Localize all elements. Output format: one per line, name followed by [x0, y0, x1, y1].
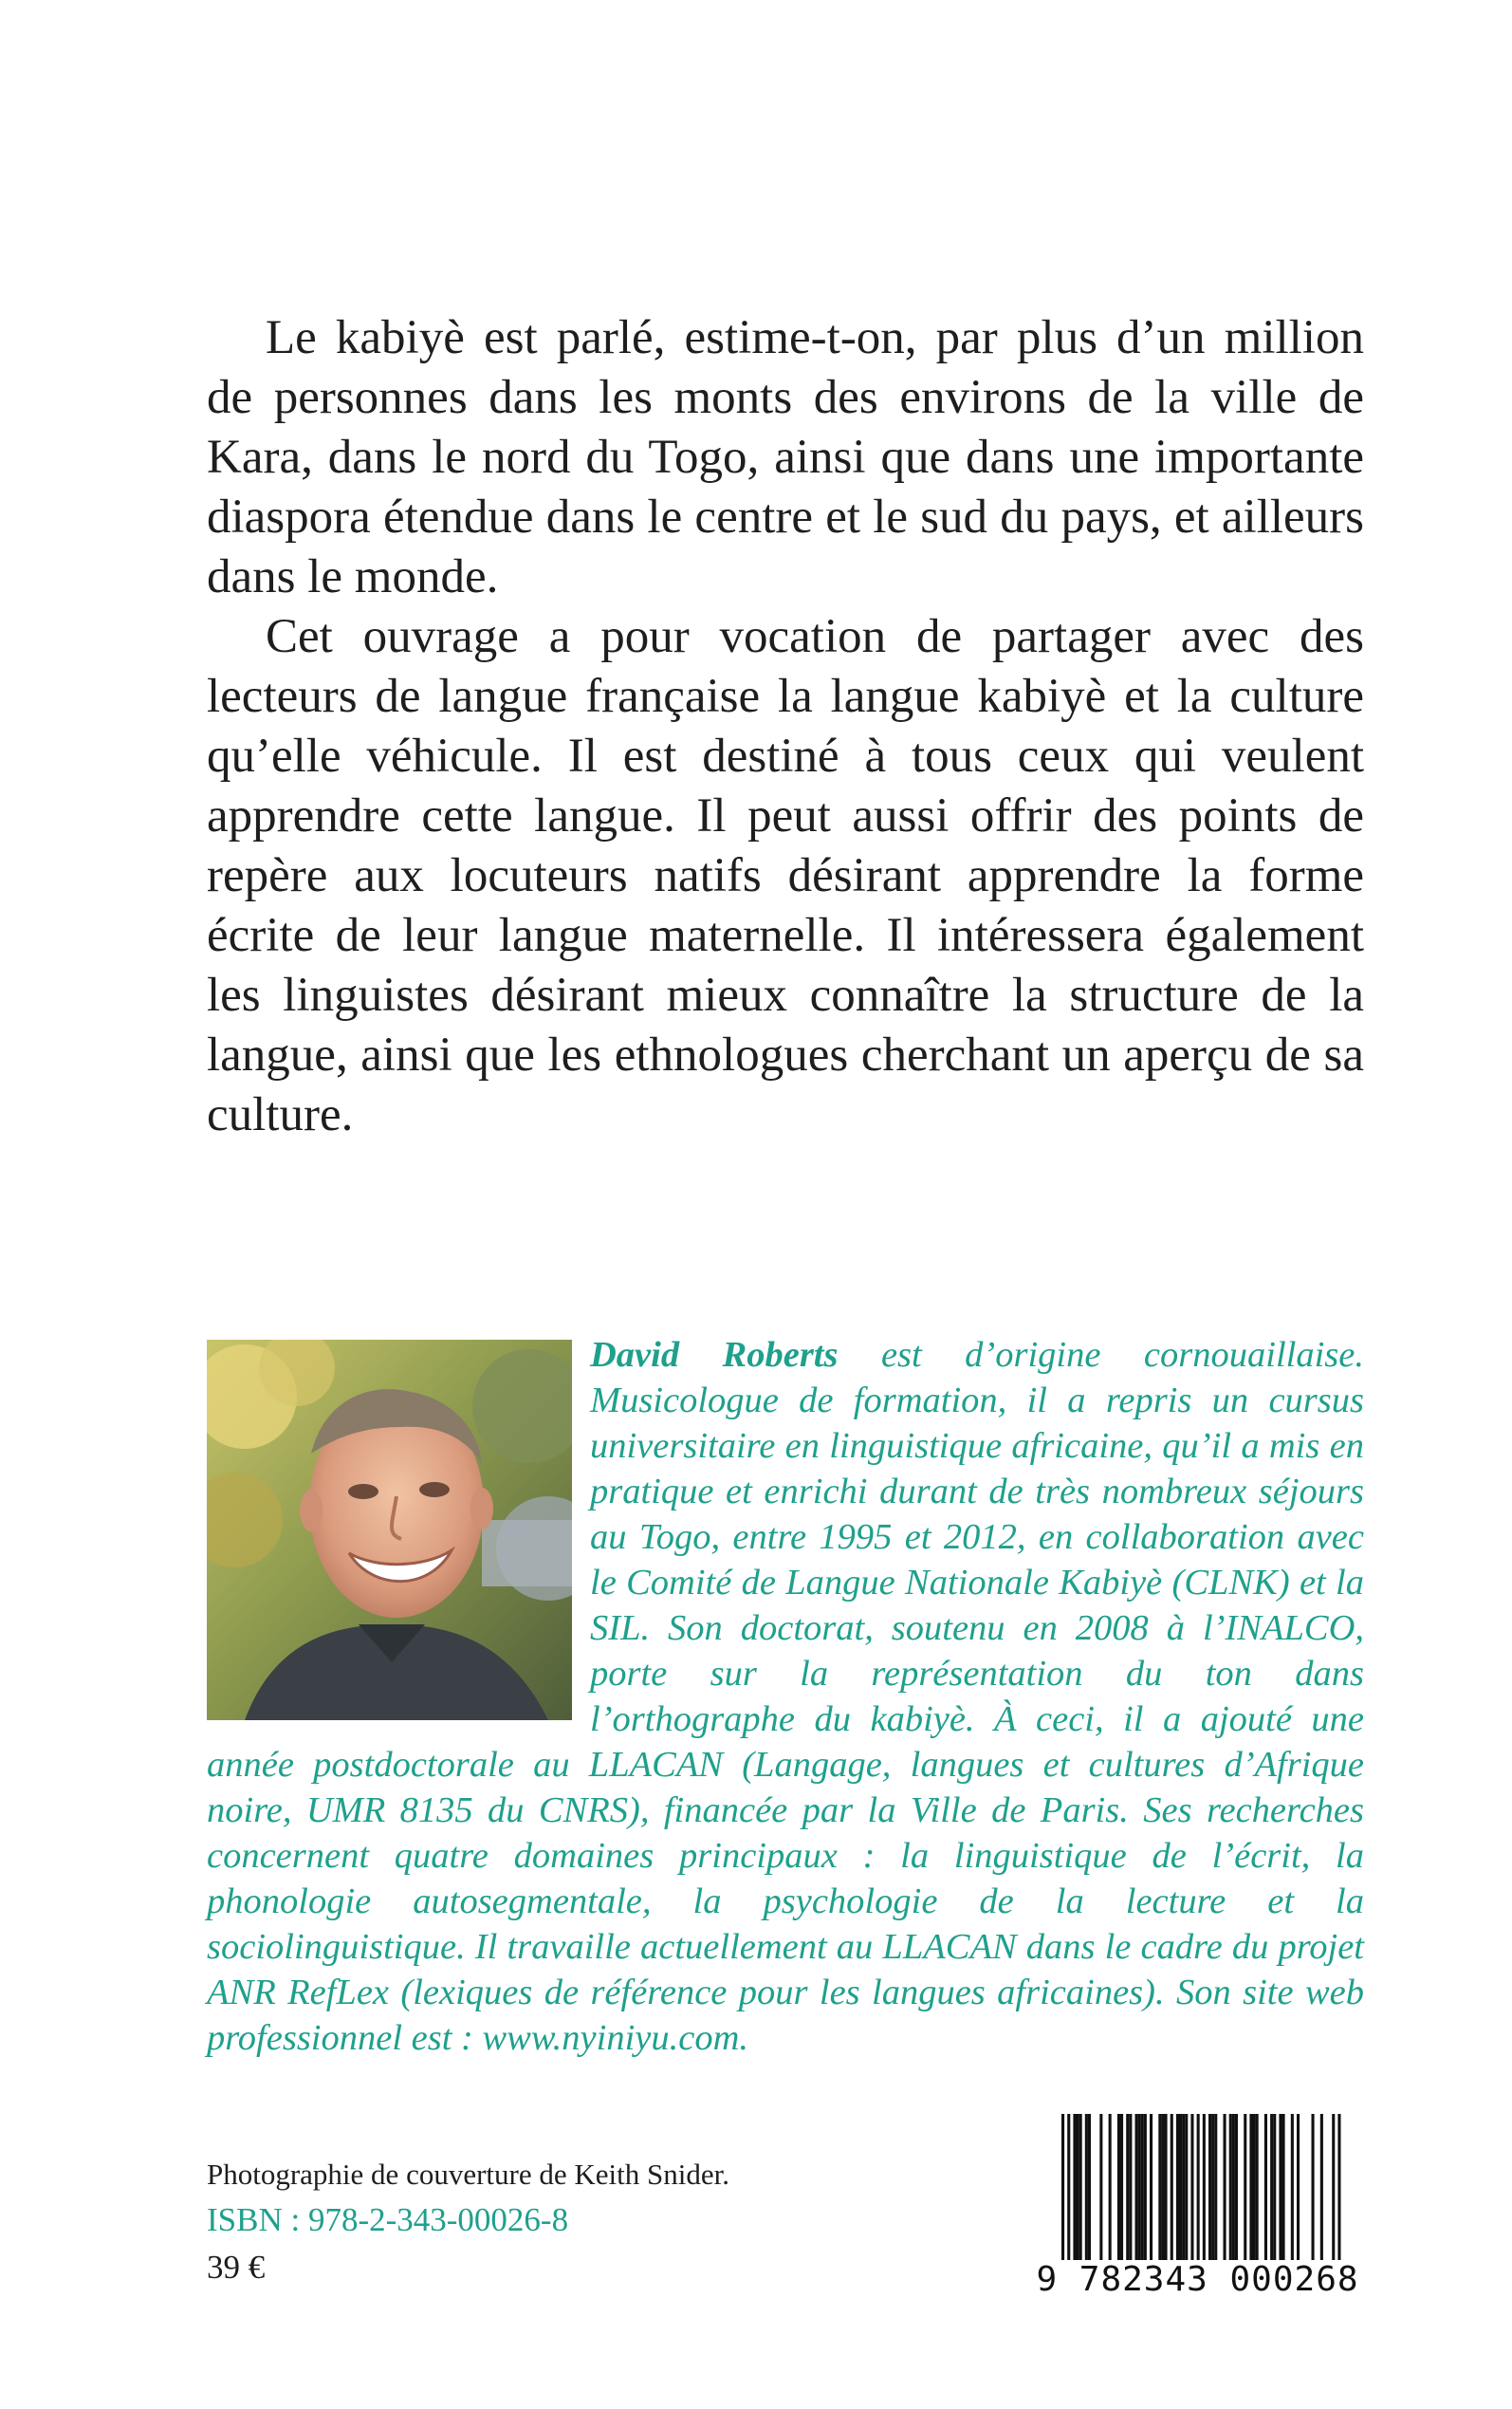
barcode-bar [1135, 2114, 1138, 2262]
barcode-bar [1073, 2114, 1076, 2262]
barcode-bar [1176, 2114, 1179, 2262]
barcode-bar [1256, 2114, 1259, 2262]
barcode-bar [1244, 2114, 1246, 2262]
barcode-bar [1203, 2114, 1206, 2266]
barcode-bar [1273, 2114, 1276, 2262]
barcode-bar [1120, 2114, 1123, 2262]
barcode-bar [1190, 2114, 1193, 2262]
isbn: ISBN : 978-2-343-00026-8 [207, 2201, 569, 2238]
barcode-bar [1185, 2114, 1188, 2262]
book-summary [207, 308, 1364, 1145]
barcode-bar [1197, 2114, 1200, 2266]
barcode-bar [1332, 2114, 1335, 2266]
barcode-bar [1085, 2114, 1088, 2262]
barcode-bar [1182, 2114, 1185, 2262]
barcode-bar [1229, 2114, 1232, 2262]
barcode-bar [1129, 2114, 1132, 2262]
summary-paragraph-2: Cet ouvrage a pour vocation de partager avec des lecteurs de langue française la langue kabiyè et la culture qu’elle véhicule. Il est destiné à tous ceux qui veulent apprendre cette langue. Il peut aussi offrir des points de repère aux locuteurs natifs désirant apprendre la forme écrite de leur langue maternelle. Il intéressera également les linguistes désirant mieux connaître la structure de la langue, ainsi que les ethnologues cherchant un aperçu de sa culture. [207, 610, 1364, 1141]
barcode-bar [1279, 2114, 1282, 2262]
bio-text: est d’origine cornouaillaise. Musicologue de formation, il a repris un cursus universitaire en linguistique africaine, qu’il a mis en pratique et enrichi durant de très nombreux séjours au Togo, entre 1995 et 2012, en collaboration avec le Comité de Langue Nationale Kabiyè (CLNK) et la SIL. Son doctorat, soutenu en 2008 à l’INALCO, porte sur la représentation du ton dans l’orthographe du kabiyè. À ceci, il a ajouté une année postdoctorale au LLACAN (Langage, langues et cultures d’Afrique noire, UMR 8135 du CNRS), financée par la Ville de Paris. Ses recherches concernent quatre domaines principaux : la linguistique de l’écrit, la phonologie autosegmentale, la psychologie de la lecture et la sociolinguistique. Il travaille actuellement au LLACAN dans le cadre du projet ANR RefLex (lexiques de référence pour les langues africaines). Son site web professionnel est : www.nyiniyu.com. [207, 1335, 1364, 2058]
barcode-bar [1208, 2114, 1211, 2262]
barcode-bar [1077, 2114, 1079, 2262]
barcode-bar [1337, 2114, 1340, 2266]
barcode-bar [1138, 2114, 1141, 2262]
barcode-bar [1171, 2114, 1173, 2262]
author-name: David Roberts [590, 1335, 839, 1375]
barcode-bar [1320, 2114, 1323, 2262]
barcode-bar [1150, 2114, 1152, 2262]
barcode-digits: 9 782343 000268 [1029, 2260, 1366, 2300]
barcode-bar [1067, 2114, 1070, 2266]
barcode-bar [1144, 2114, 1147, 2262]
barcode-bar [1211, 2114, 1214, 2262]
barcode-bar [1117, 2114, 1120, 2262]
author-photo [207, 1340, 572, 1720]
barcode-bar [1214, 2114, 1217, 2262]
barcode-bar [1126, 2114, 1129, 2262]
barcode-bar [1099, 2114, 1102, 2262]
barcode-bar [1158, 2114, 1161, 2262]
barcode-bar [1088, 2114, 1091, 2262]
barcode-bar [1079, 2114, 1082, 2262]
barcode-bar [1109, 2114, 1112, 2262]
barcode-bar [1312, 2114, 1315, 2262]
barcode-bar [1224, 2114, 1226, 2262]
barcode-bar [1165, 2114, 1168, 2262]
summary-paragraph-1: Le kabiyè est parlé, estime-t-on, par plus d’un million de personnes dans les monts des environs de la ville de Kara, dans le nord du Togo, ainsi que dans une importante diaspora étendue dans le centre et le sud du pays, et ailleurs dans le monde. [207, 311, 1364, 603]
author-portrait-image [207, 1340, 572, 1720]
barcode-bar [1161, 2114, 1164, 2262]
photo-credit: Photographie de couverture de Keith Snider. [207, 2158, 729, 2191]
barcode-bars [1029, 2114, 1366, 2266]
barcode-bar [1235, 2114, 1238, 2262]
barcode-bar [1264, 2114, 1267, 2262]
barcode-bar [1232, 2114, 1235, 2262]
barcode-bar [1270, 2114, 1273, 2262]
barcode-bar [1291, 2114, 1294, 2262]
barcode-bar [1253, 2114, 1256, 2262]
price: 39 € [207, 2249, 266, 2286]
barcode [1029, 2114, 1366, 2299]
barcode-bar [1249, 2114, 1252, 2262]
barcode-bar [1282, 2114, 1285, 2262]
barcode-bar [1061, 2114, 1064, 2266]
barcode-bar [1297, 2114, 1300, 2262]
barcode-bar [1141, 2114, 1144, 2262]
barcode-bar [1179, 2114, 1182, 2262]
